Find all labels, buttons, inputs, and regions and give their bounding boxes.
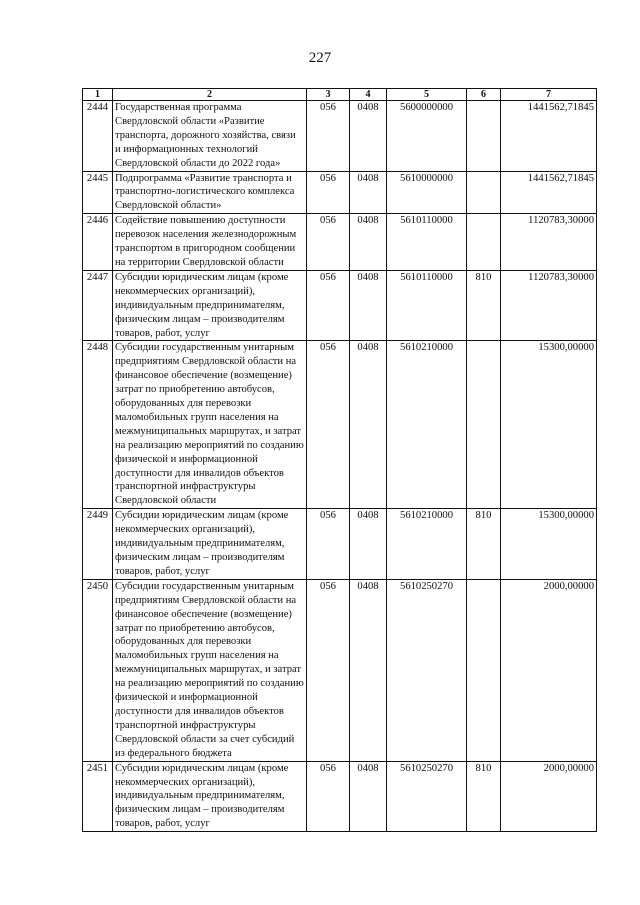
row-amount: 1441562,71845 bbox=[501, 101, 597, 172]
row-col-5: 5610210000 bbox=[387, 509, 467, 580]
row-number: 2446 bbox=[83, 214, 113, 271]
row-col-4: 0408 bbox=[350, 761, 387, 832]
row-col-4: 0408 bbox=[350, 214, 387, 271]
row-col-3: 056 bbox=[307, 761, 350, 832]
row-col-6: 810 bbox=[467, 509, 501, 580]
table-row bbox=[83, 509, 597, 580]
row-col-5: 5600000000 bbox=[387, 101, 467, 172]
header-col-5: 5 bbox=[387, 89, 467, 101]
row-number: 2445 bbox=[83, 171, 113, 214]
table-row bbox=[83, 341, 597, 509]
row-amount: 1441562,71845 bbox=[501, 171, 597, 214]
row-col-6 bbox=[467, 579, 501, 761]
header-col-4: 4 bbox=[350, 89, 387, 101]
table-row bbox=[83, 101, 597, 172]
row-name: Субсидии юридическим лицам (кроме некоммерческих организаций), индивидуальным предпринимателям, физическим лицам – производителям товаров, работ, услуг bbox=[113, 761, 307, 832]
row-amount: 2000,00000 bbox=[501, 761, 597, 832]
row-number: 2448 bbox=[83, 341, 113, 509]
row-col-3: 056 bbox=[307, 171, 350, 214]
row-number: 2449 bbox=[83, 509, 113, 580]
row-col-5: 5610110000 bbox=[387, 214, 467, 271]
row-col-3: 056 bbox=[307, 579, 350, 761]
row-name: Субсидии государственным унитарным предприятиям Свердловской области на финансовое обеспечение (возмещение) затрат по приобретению автобусов, оборудованных для перевозки маломобильных групп населения на межмуниципальных маршрутах, и затрат на реализацию мероприятий по созданию физической и информационной доступности для инвалидов объектов транспортной инфраструктуры Свердловской области bbox=[113, 341, 307, 509]
row-amount: 1120783,30000 bbox=[501, 214, 597, 271]
row-name: Подпрограмма «Развитие транспорта и транспортно-логистического комплекса Свердловской области» bbox=[113, 171, 307, 214]
row-col-6 bbox=[467, 341, 501, 509]
row-col-4: 0408 bbox=[350, 101, 387, 172]
row-col-6 bbox=[467, 214, 501, 271]
row-name: Содействие повышению доступности перевозок населения железнодорожным транспортом в пригородном сообщении на территории Свердловской области bbox=[113, 214, 307, 271]
row-col-3: 056 bbox=[307, 101, 350, 172]
row-name: Субсидии юридическим лицам (кроме некоммерческих организаций), индивидуальным предпринимателям, физическим лицам – производителям товаров, работ, услуг bbox=[113, 270, 307, 341]
row-amount: 15300,00000 bbox=[501, 509, 597, 580]
table-row bbox=[83, 171, 597, 214]
row-col-4: 0408 bbox=[350, 509, 387, 580]
row-name: Субсидии государственным унитарным предприятиям Свердловской области на финансовое обеспечение (возмещение) затрат по приобретению автобусов, оборудованных для перевозки маломобильных групп населения на межмуниципальных маршрутах, и затрат на реализацию мероприятий по созданию физической и информационной доступности для инвалидов объектов транспортной инфраструктуры Свердловской области за счет субсидий из федерального бюджета bbox=[113, 579, 307, 761]
row-col-4: 0408 bbox=[350, 171, 387, 214]
row-col-6 bbox=[467, 101, 501, 172]
row-col-4: 0408 bbox=[350, 579, 387, 761]
table-row bbox=[83, 270, 597, 341]
row-col-6 bbox=[467, 171, 501, 214]
row-amount: 2000,00000 bbox=[501, 579, 597, 761]
header-row bbox=[83, 89, 597, 101]
header-col-1: 1 bbox=[83, 89, 113, 101]
page-number: 227 bbox=[308, 50, 332, 66]
table-row bbox=[83, 579, 597, 761]
row-col-5: 5610250270 bbox=[387, 761, 467, 832]
row-name: Субсидии юридическим лицам (кроме некоммерческих организаций), индивидуальным предпринимателям, физическим лицам – производителям товаров, работ, услуг bbox=[113, 509, 307, 580]
row-col-3: 056 bbox=[307, 509, 350, 580]
row-col-4: 0408 bbox=[350, 270, 387, 341]
header-col-7: 7 bbox=[501, 89, 597, 101]
row-col-5: 5610210000 bbox=[387, 341, 467, 509]
row-number: 2444 bbox=[83, 101, 113, 172]
row-col-4: 0408 bbox=[350, 341, 387, 509]
header-col-6: 6 bbox=[467, 89, 501, 101]
row-col-3: 056 bbox=[307, 214, 350, 271]
table-row bbox=[83, 214, 597, 271]
row-col-6: 810 bbox=[467, 270, 501, 341]
row-col-3: 056 bbox=[307, 341, 350, 509]
row-col-5: 5610000000 bbox=[387, 171, 467, 214]
row-col-5: 5610110000 bbox=[387, 270, 467, 341]
header-col-2: 2 bbox=[113, 89, 307, 101]
row-amount: 1120783,30000 bbox=[501, 270, 597, 341]
row-amount: 15300,00000 bbox=[501, 341, 597, 509]
row-col-6: 810 bbox=[467, 761, 501, 832]
header-col-3: 3 bbox=[307, 89, 350, 101]
row-col-3: 056 bbox=[307, 270, 350, 341]
row-col-5: 5610250270 bbox=[387, 579, 467, 761]
budget-table bbox=[82, 88, 597, 832]
row-number: 2447 bbox=[83, 270, 113, 341]
table-row bbox=[83, 761, 597, 832]
row-number: 2451 bbox=[83, 761, 113, 832]
row-number: 2450 bbox=[83, 579, 113, 761]
row-name: Государственная программа Свердловской области «Развитие транспорта, дорожного хозяйства, связи и информационных технологий Свердловской области до 2022 года» bbox=[113, 101, 307, 172]
